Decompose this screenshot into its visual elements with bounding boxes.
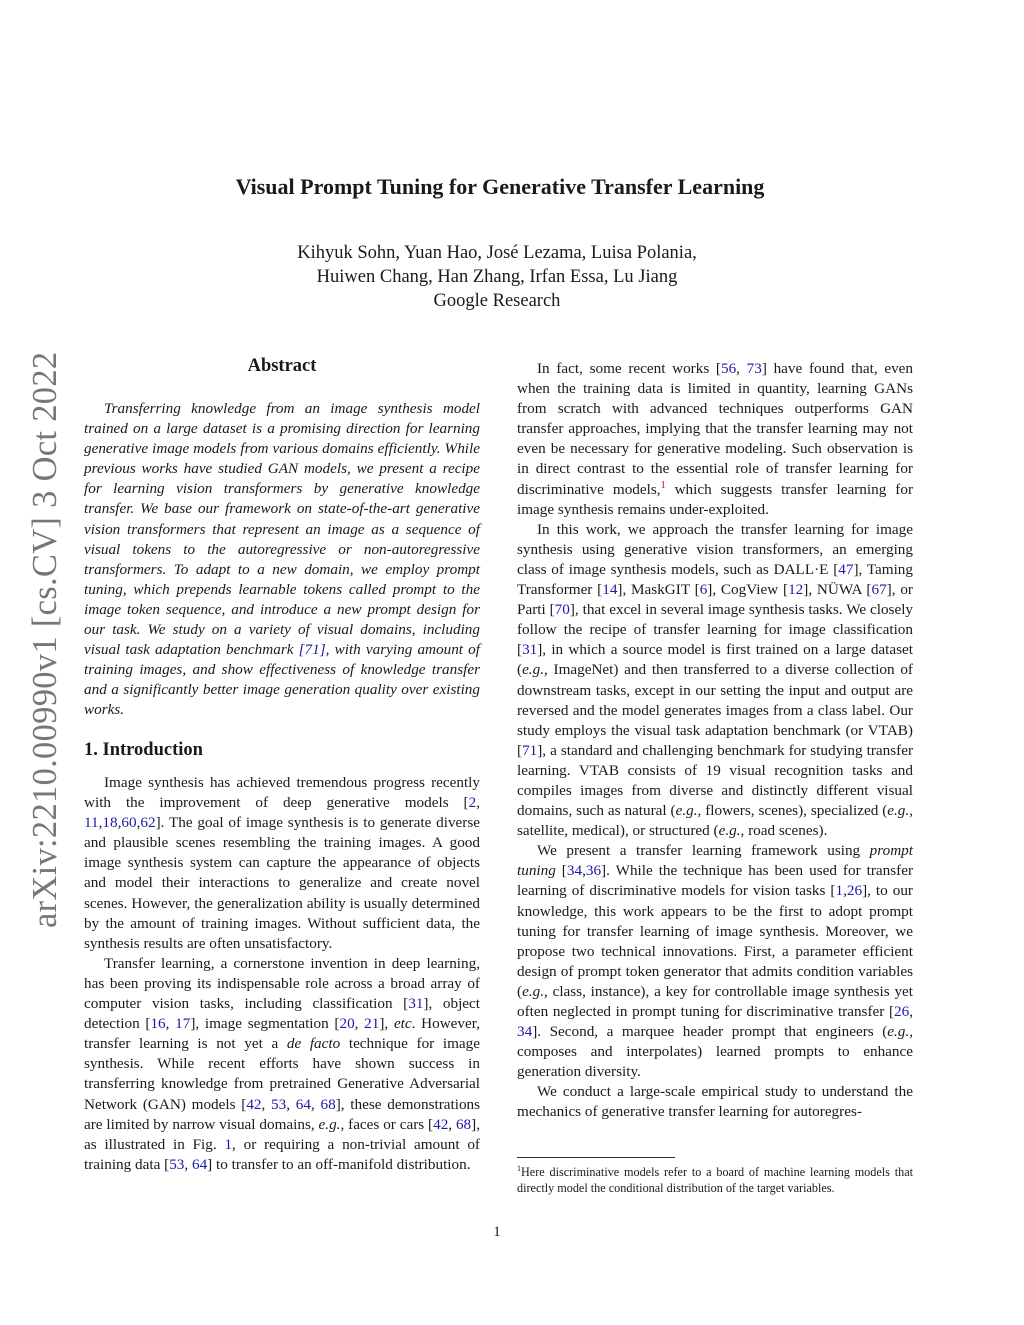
right-paragraph-1: In fact, some recent works [56, 73] have found that, even when the training data is limited in quantity, learning GANs from scratch with advanced techniques outperforms GAN transfer approaches, implying that the transfer learning may not even be necessary for generative modeling. Such observation is in direct contrast to the essential role of transfer learning for discriminative models,$^1$ which suggests transfer learning for image synthesis remains under-exploited. bbox=[517, 360, 913, 518]
affiliation: Google Research bbox=[433, 291, 561, 311]
citation-link[interactable]: 42 bbox=[433, 1115, 449, 1133]
citation-link[interactable]: 67 bbox=[871, 581, 887, 599]
citation-link[interactable]: 26 bbox=[894, 1003, 910, 1020]
figure-link[interactable]: 1 bbox=[224, 1135, 233, 1153]
citation-link[interactable]: 70 bbox=[554, 601, 570, 619]
page-number: 1 bbox=[493, 1224, 501, 1240]
footnote-divider bbox=[517, 1157, 675, 1158]
right-paragraph-3: We present a transfer learning framework using prompt tuning [34,36]. While the technique has been used for transfer learning of discriminative models for vision tasks [1,26], to our knowledge, this work appears to be the first to adopt prompt tuning for transfer learning of image synthesis. Moreover, we propose two technical innovations. First, a parameter efficient design of prompt token generator that admits condition variables (e.g., class, instance), a key for controllable image synthesis yet often neglected in prompt tuning for discriminative transfer [26, 34]. Second, a marquee header prompt that engineers (e.g., composes and interpolates) learned prompts to enhance generation diversity. bbox=[517, 842, 914, 1081]
citation-link[interactable]: 68 bbox=[455, 1115, 472, 1133]
citation-link[interactable]: 26 bbox=[846, 882, 863, 900]
introduction-heading: 1. Introduction bbox=[84, 740, 203, 760]
citation-link[interactable]: 18 bbox=[102, 814, 118, 832]
citation-link[interactable]: 17 bbox=[175, 1015, 191, 1033]
citation-link[interactable]: 47 bbox=[838, 560, 854, 578]
citation-link[interactable]: 6 bbox=[699, 581, 708, 599]
citation-link[interactable]: 31 bbox=[408, 995, 424, 1013]
author-block bbox=[0, 241, 994, 313]
citation-link[interactable]: 68 bbox=[320, 1095, 336, 1113]
citation-link[interactable]: [71] bbox=[298, 641, 326, 659]
citation-link[interactable]: 42 bbox=[246, 1095, 262, 1113]
citation-link[interactable]: 11 bbox=[84, 814, 99, 832]
citation-link[interactable]: 60 bbox=[121, 814, 137, 832]
intro-paragraph-2: Transfer learning, a cornerstone invention in deep learning, has been proving its indispensable role across a broad array of computer vision tasks, including classification [31], object detection [16, 17], image segmentation [20, 21], etc. However, transfer learning is not yet a de facto technique for image synthesis. While recent efforts have shown success in transferring knowledge from pretrained Generative Adversarial Network (GAN) models [42, 53, 64, 68], these demonstrations are limited by narrow visual domains, e.g., faces or cars [42, 68], as illustrated in Fig. 1, or requiring a non-trivial amount of training data [53, 64] to transfer to an off-manifold distribution. bbox=[84, 954, 481, 1173]
right-paragraph-2: In this work, we approach the transfer learning for image synthesis using generative vision transformers, an emerging class of image synthesis models, such as DALL·E [47], Taming Transformer [14], MaskGIT [6], CogView [12], NÜWA [67], or Parti [70], that excel in several image synthesis tasks. We closely follow the recipe of transfer learning for image classification [31], in which a source model is first trained on a large dataset (e.g., ImageNet) and then transferred to a diverse collection of downstream tasks, except in our setting the input and output are reversed and the model generates images from a class label. Our study employs the visual task adaptation benchmark (or VTAB) [71], a standard and challenging benchmark for studying transfer learning. VTAB consists of 19 visual recognition tasks and compiles images from diverse and distinctly different visual domains, such as natural (e.g., flowers, scenes), specialized (e.g., satellite, medical), or structured (e.g., road scenes). bbox=[517, 520, 914, 840]
citation-link[interactable]: 31 bbox=[522, 641, 538, 659]
introduction-body bbox=[84, 773, 480, 1175]
citation-link[interactable]: 2 bbox=[468, 794, 477, 812]
right-column bbox=[517, 359, 913, 1123]
author-line-2: Huiwen Chang, Han Zhang, Irfan Essa, Lu Jiang bbox=[316, 267, 678, 287]
citation-link[interactable]: 34 bbox=[566, 862, 583, 880]
citation-link[interactable]: 34 bbox=[517, 1023, 533, 1041]
arxiv-stamp: arXiv:2210.00990v1 [cs.CV] 3 Oct 2022 bbox=[26, 351, 64, 928]
abstract-heading: Abstract bbox=[247, 356, 317, 376]
citation-link[interactable]: 12 bbox=[788, 581, 804, 599]
abstract-text: Transferring knowledge from an image synthesis model trained on a large dataset is a promising direction for learning generative image models from various domains efficiently. While previous works have studied GAN models, we present a recipe for learning vision transformers by generative knowledge transfer. We base our framework on state-of-the-art generative vision transformers that represent an image as a sequence of visual tokens to the autoregressive or non-autoregressive transformers. To adapt to a new domain, we employ prompt tuning, which prepends learnable tokens called prompt to the image token sequence, and introduce a new prompt design for our task. We study on a variety of visual domains, including visual task adaptation benchmark [71], with varying amount of training images, and show effectiveness of knowledge transfer and a significantly better image generation quality over existing works. bbox=[84, 400, 480, 719]
citation-link[interactable]: 36 bbox=[585, 862, 602, 880]
citation-link[interactable]: 14 bbox=[602, 581, 618, 599]
footnote-marker[interactable]: 1 bbox=[660, 479, 666, 491]
right-paragraph-4: We conduct a large-scale empirical study to understand the mechanics of generative transfer learning for autoregres- bbox=[517, 1083, 913, 1121]
citation-link[interactable]: 21 bbox=[364, 1015, 380, 1033]
author-line-1: Kihyuk Sohn, Yuan Hao, José Lezama, Luisa Polania, bbox=[297, 243, 697, 263]
citation-link[interactable]: 64 bbox=[191, 1155, 208, 1173]
footnote-mark: 1 bbox=[517, 1164, 521, 1173]
citation-link[interactable]: 16 bbox=[150, 1015, 166, 1033]
intro-paragraph-1: Image synthesis has achieved tremendous progress recently with the improvement of deep generative models [2, 11,18,60,62]. The goal of image synthesis is to generate diverse and plausible scenes resembling the training images. A good image synthesis system can capture the appearance of objects and model their interactions to generalize and create novel scenes. However, the generalization ability is usually determined by the amount of training images. Without sufficient data, the synthesis results are often unsatisfactory. bbox=[84, 774, 480, 952]
citation-link[interactable]: 64 bbox=[295, 1095, 311, 1113]
footnote: $^1$Here discriminative models refer to a board of machine learning models that directly model the conditional distribution of the target variables. bbox=[517, 1164, 913, 1196]
citation-link[interactable]: 53 bbox=[169, 1155, 185, 1173]
citation-link[interactable]: 1 bbox=[835, 882, 844, 900]
paper-title: Visual Prompt Tuning for Generative Transfer Learning bbox=[235, 174, 765, 199]
citation-link[interactable]: 56 bbox=[720, 360, 737, 377]
citation-link[interactable]: 53 bbox=[271, 1095, 287, 1113]
citation-link[interactable]: 73 bbox=[746, 360, 762, 377]
citation-link[interactable]: 71 bbox=[522, 741, 538, 759]
citation-link[interactable]: 20 bbox=[339, 1015, 355, 1033]
citation-link[interactable]: 62 bbox=[140, 814, 156, 832]
